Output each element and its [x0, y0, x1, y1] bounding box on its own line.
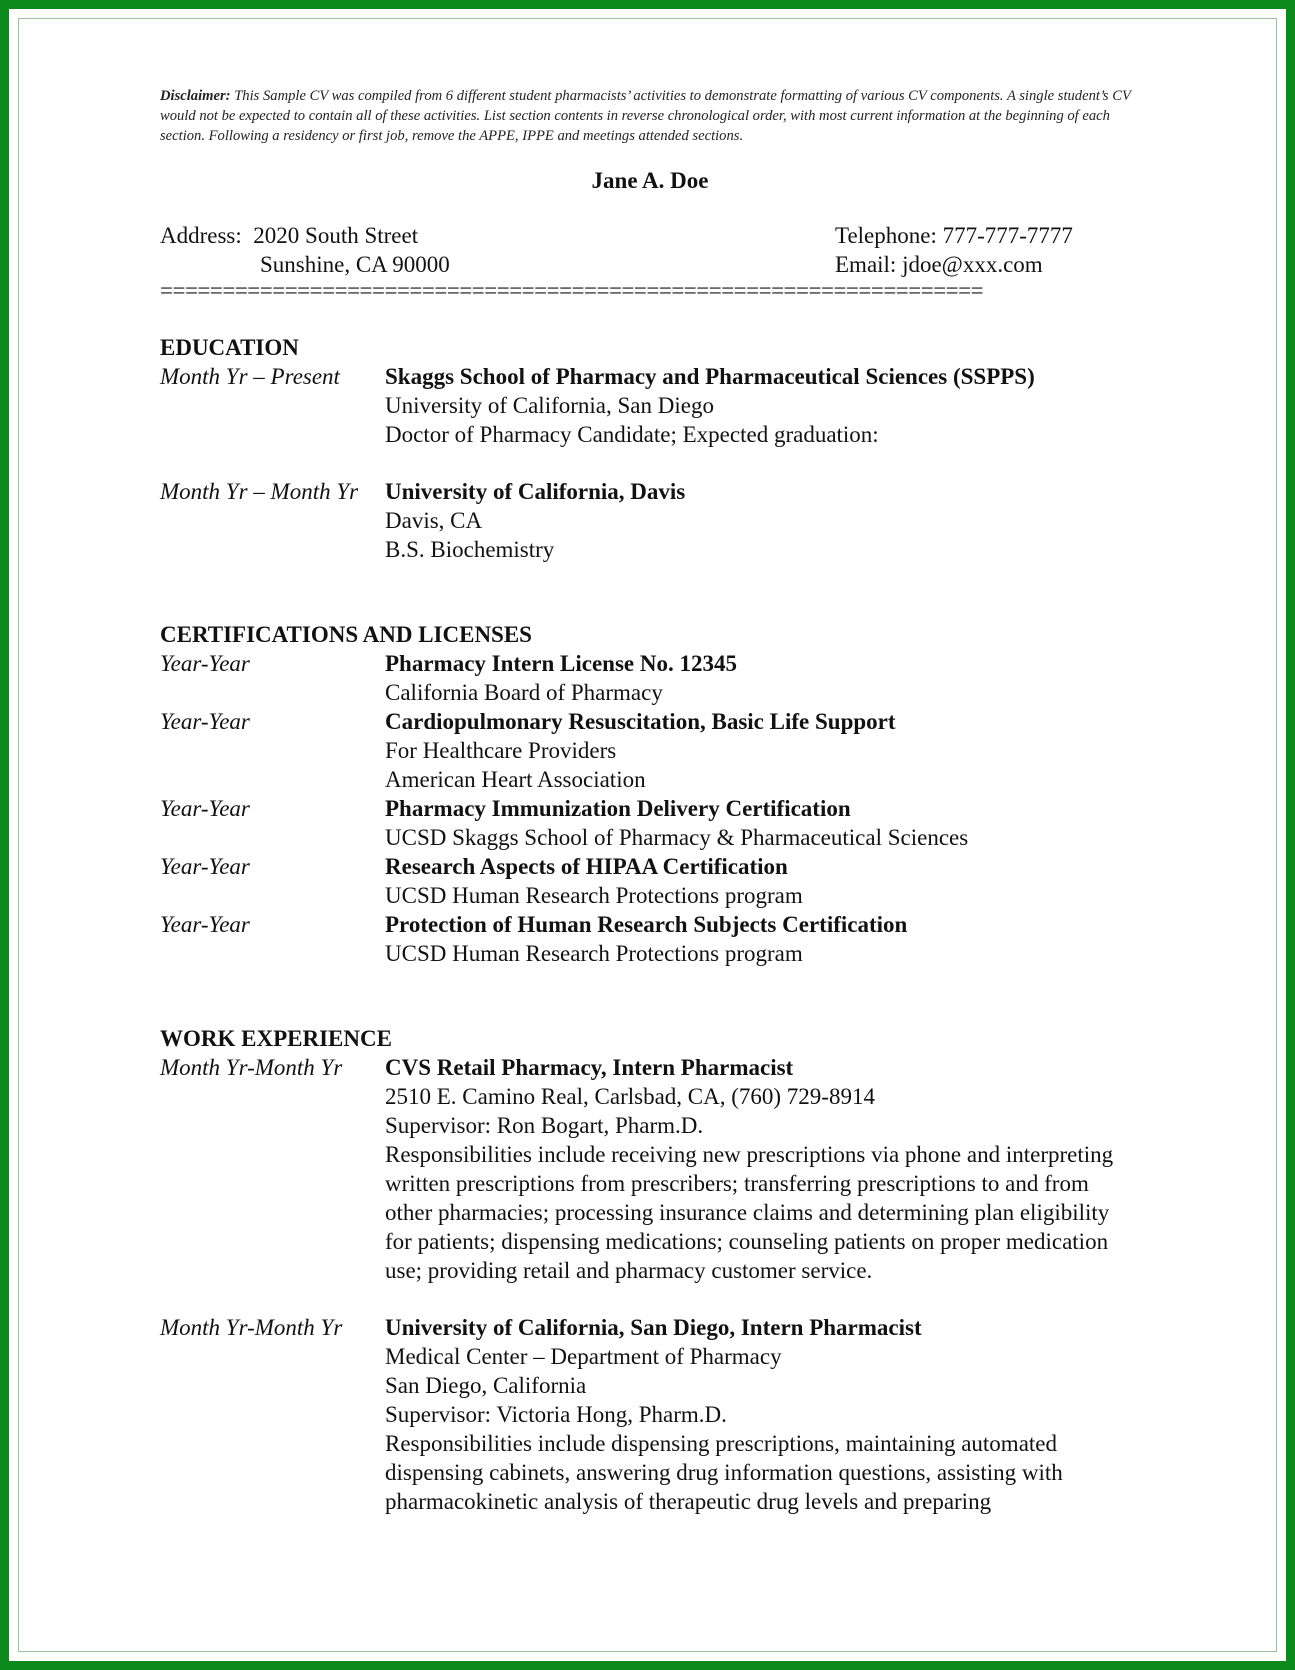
certification-entry	[160, 649, 1140, 707]
entry-line: California Board of Pharmacy	[385, 680, 663, 705]
entry-date: Year-Year	[160, 796, 250, 821]
certification-entry	[160, 910, 1140, 968]
entry-title: Research Aspects of HIPAA Certification	[385, 854, 788, 879]
entry-line: Medical Center – Department of Pharmacy	[385, 1344, 782, 1369]
entry-line: UCSD Human Research Protections program	[385, 941, 803, 966]
section-title-education: EDUCATION	[160, 335, 299, 360]
entry-date: Year-Year	[160, 854, 250, 879]
address-line1: 2020 South Street	[253, 223, 419, 248]
cv-document	[160, 86, 1140, 1516]
entry-title: Skaggs School of Pharmacy and Pharmaceutical Sciences (SSPPS)	[385, 364, 1035, 389]
address-label: Address:	[160, 223, 242, 248]
certification-entry	[160, 852, 1140, 910]
entry-title: Pharmacy Intern License No. 12345	[385, 651, 737, 676]
entry-line: For Healthcare Providers	[385, 738, 617, 763]
disclaimer	[160, 86, 1140, 146]
address-block	[160, 221, 450, 279]
entry-date: Month Yr-Month Yr	[160, 1055, 343, 1080]
work-entry	[160, 1053, 1140, 1285]
entry-description: Responsibilities include dispensing prescriptions, maintaining automated dispensing cabinets, answering drug information questions, assisting with pharmacokinetic analysis of therapeutic drug levels and preparing	[385, 1431, 1063, 1514]
entry-line: Davis, CA	[385, 508, 483, 533]
certification-entry	[160, 794, 1140, 852]
entry-line: Supervisor: Victoria Hong, Pharm.D.	[385, 1402, 727, 1427]
telephone: Telephone: 777-777-7777	[835, 223, 1073, 248]
separator-line: ==================================================================	[160, 279, 984, 303]
education-entry	[160, 477, 1140, 564]
entry-date: Month Yr-Month Yr	[160, 1315, 343, 1340]
entry-date: Year-Year	[160, 912, 250, 937]
entry-title: CVS Retail Pharmacy, Intern Pharmacist	[385, 1055, 794, 1080]
candidate-name: Jane A. Doe	[591, 168, 709, 193]
entry-line: San Diego, California	[385, 1373, 587, 1398]
entry-date: Month Yr – Present	[160, 364, 340, 389]
contact-details	[835, 221, 1073, 279]
disclaimer-text: This Sample CV was compiled from 6 different student pharmacists’ activities to demonstrate formatting of various CV components. A single student’s CV would not be expected to contain all of these activities. List section contents in reverse chronological order, with most current information at the beginning of each section. Following a residency or first job, remove the APPE, IPPE and meetings attended sections.	[160, 88, 1131, 144]
entry-title: University of California, San Diego, Intern Pharmacist	[385, 1315, 922, 1340]
entry-line: 2510 E. Camino Real, Carlsbad, CA, (760) 729-8914	[385, 1084, 875, 1109]
entry-title: Pharmacy Immunization Delivery Certification	[385, 796, 851, 821]
certification-entry	[160, 707, 1140, 794]
education-section	[160, 333, 1140, 564]
email: Email: jdoe@xxx.com	[835, 252, 1043, 277]
entry-date: Year-Year	[160, 651, 250, 676]
entry-date: Month Yr – Month Yr	[160, 479, 359, 504]
entry-line: UCSD Skaggs School of Pharmacy & Pharmaceutical Sciences	[385, 825, 969, 850]
entry-line: Doctor of Pharmacy Candidate; Expected graduation:	[385, 422, 879, 447]
section-title-certifications: CERTIFICATIONS AND LICENSES	[160, 622, 532, 647]
entry-description: Responsibilities include receiving new prescriptions via phone and interpreting written prescriptions from prescribers; transferring prescriptions to and from other pharmacies; processing insurance claims and determining plan eligibility for patients; dispensing medications; counseling patients on proper medication use; providing retail and pharmacy customer service.	[385, 1142, 1114, 1283]
entry-line: UCSD Human Research Protections program	[385, 883, 803, 908]
entry-date: Year-Year	[160, 709, 250, 734]
section-title-work: WORK EXPERIENCE	[160, 1026, 392, 1051]
entry-title: Protection of Human Research Subjects Certification	[385, 912, 908, 937]
entry-line: University of California, San Diego	[385, 393, 714, 418]
certifications-section	[160, 620, 1140, 968]
disclaimer-label: Disclaimer:	[160, 88, 231, 104]
education-entry	[160, 362, 1140, 449]
address-line2: Sunshine, CA 90000	[260, 252, 450, 277]
entry-line: Supervisor: Ron Bogart, Pharm.D.	[385, 1113, 704, 1138]
contact-block	[160, 221, 1140, 279]
entry-line: B.S. Biochemistry	[385, 537, 555, 562]
entry-title: Cardiopulmonary Resuscitation, Basic Life Support	[385, 709, 896, 734]
work-experience-section	[160, 1024, 1140, 1516]
work-entry	[160, 1313, 1140, 1516]
entry-title: University of California, Davis	[385, 479, 686, 504]
entry-line: American Heart Association	[385, 767, 646, 792]
